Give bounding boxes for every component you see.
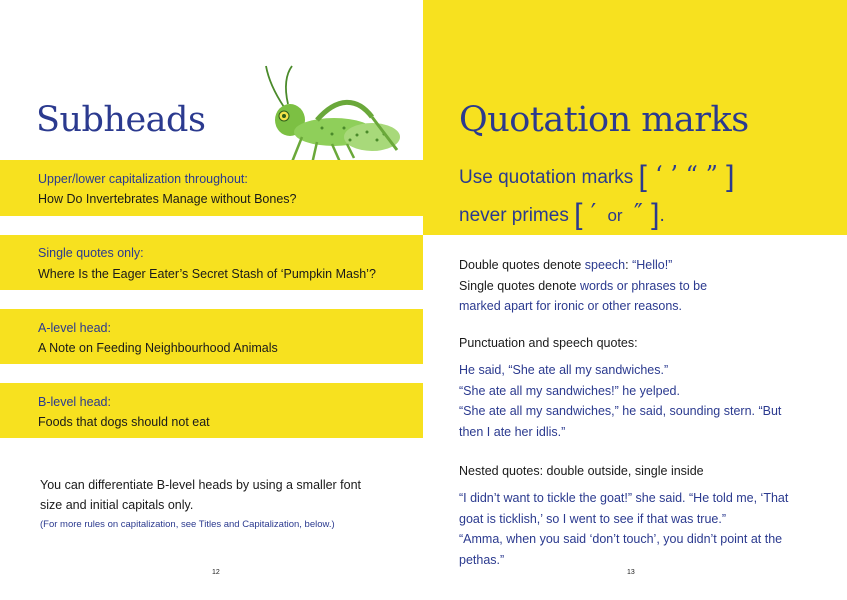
text-run: speech bbox=[584, 258, 626, 272]
bracket-close: ] bbox=[726, 160, 735, 193]
right-page bbox=[423, 0, 847, 600]
curly-quote-glyphs: ‘ ’ “ ” bbox=[655, 161, 718, 189]
text-run: words or phrases to be bbox=[579, 278, 708, 293]
subhead-band-a-level bbox=[0, 309, 423, 364]
band-example: Foods that dogs should not eat bbox=[38, 415, 210, 429]
double-prime-glyph: ″ bbox=[633, 199, 643, 227]
band-label: Upper/lower capitalization throughout: bbox=[38, 172, 248, 186]
punctuation-examples bbox=[459, 360, 804, 442]
paragraph-line bbox=[459, 381, 804, 402]
paragraph-line bbox=[459, 360, 804, 381]
note-line: You can differentiate B-level heads by using a smaller font bbox=[40, 478, 362, 492]
page-title-quotation-marks: Quotation marks bbox=[459, 100, 749, 140]
text-run: he yelped. bbox=[618, 383, 680, 398]
use-quotation-marks-line bbox=[459, 160, 734, 194]
text-run: “I didn’t want to tickle the goat!” bbox=[459, 491, 633, 505]
paragraph-line bbox=[459, 488, 804, 509]
paragraph-line: goat is ticklish,’ so I went to see if that was true.” bbox=[459, 511, 727, 526]
paragraph-line: “Amma, when you said ‘don’t touch’, you didn’t point at the bbox=[459, 532, 783, 546]
or-text: or bbox=[607, 206, 623, 225]
punctuation-heading: Punctuation and speech quotes: bbox=[459, 336, 638, 350]
band-example: How Do Invertebrates Manage without Bones? bbox=[38, 192, 297, 206]
paragraph-line: pethas.” bbox=[459, 552, 505, 567]
subhead-band-single-quotes bbox=[0, 235, 423, 290]
never-text: never primes bbox=[459, 205, 569, 226]
text-run: “But bbox=[758, 404, 782, 418]
b-level-note bbox=[40, 475, 390, 515]
double-single-quotes-paragraph bbox=[459, 255, 804, 317]
left-page bbox=[0, 0, 423, 600]
nested-quotes-examples bbox=[459, 488, 804, 570]
period: . bbox=[659, 205, 665, 226]
text-run: “She ate all my sandwiches.” bbox=[508, 363, 669, 377]
band-example: Where Is the Eager Eater’s Secret Stash of ‘Pumpkin Mash’? bbox=[38, 267, 376, 281]
nested-quotes-heading: Nested quotes: double outside, single inside bbox=[459, 464, 704, 478]
page-title-subheads: Subheads bbox=[36, 100, 206, 140]
page-number-right: 13 bbox=[627, 569, 635, 576]
bracket-open: [ bbox=[574, 198, 583, 231]
page-number-left: 12 bbox=[212, 569, 220, 576]
band-label: A-level head: bbox=[38, 321, 111, 335]
text-run: “She ate all my sandwiches!” bbox=[459, 383, 619, 398]
grasshopper-illustration bbox=[262, 62, 412, 167]
text-run: Double quotes denote bbox=[459, 258, 585, 272]
subhead-band-capitalization bbox=[0, 160, 423, 216]
never-primes-line bbox=[459, 198, 665, 232]
text-run: He said, bbox=[459, 363, 509, 377]
paragraph-line: then I ate her idlis.” bbox=[459, 424, 566, 439]
subhead-band-b-level bbox=[0, 383, 423, 438]
capitalization-reference-note: (For more rules on capitalization, see Titles and Capitalization, below.) bbox=[40, 519, 335, 530]
band-label: Single quotes only: bbox=[38, 246, 144, 260]
text-run: she said. bbox=[632, 491, 689, 505]
text-run: : bbox=[625, 258, 633, 272]
paragraph-line: marked apart for ironic or other reasons. bbox=[459, 299, 683, 313]
band-example: A Note on Feeding Neighbourhood Animals bbox=[38, 341, 278, 355]
text-run: “He told me, ‘That bbox=[689, 491, 789, 505]
paragraph-line bbox=[459, 401, 804, 422]
bracket-open: [ bbox=[638, 160, 647, 193]
bracket-close: ] bbox=[651, 198, 660, 231]
note-line: size and initial capitals only. bbox=[40, 498, 194, 512]
paragraph-line bbox=[459, 276, 804, 297]
use-text: Use quotation marks bbox=[459, 167, 634, 188]
band-label: B-level head: bbox=[38, 395, 111, 409]
paragraph-line bbox=[459, 255, 804, 276]
text-run: “Hello!” bbox=[632, 258, 673, 272]
text-run: he said, sounding stern. bbox=[618, 404, 759, 418]
single-prime-glyph: ′ bbox=[590, 199, 597, 227]
text-run: “She ate all my sandwiches,” bbox=[459, 404, 619, 418]
text-run: Single quotes denote bbox=[459, 278, 580, 293]
